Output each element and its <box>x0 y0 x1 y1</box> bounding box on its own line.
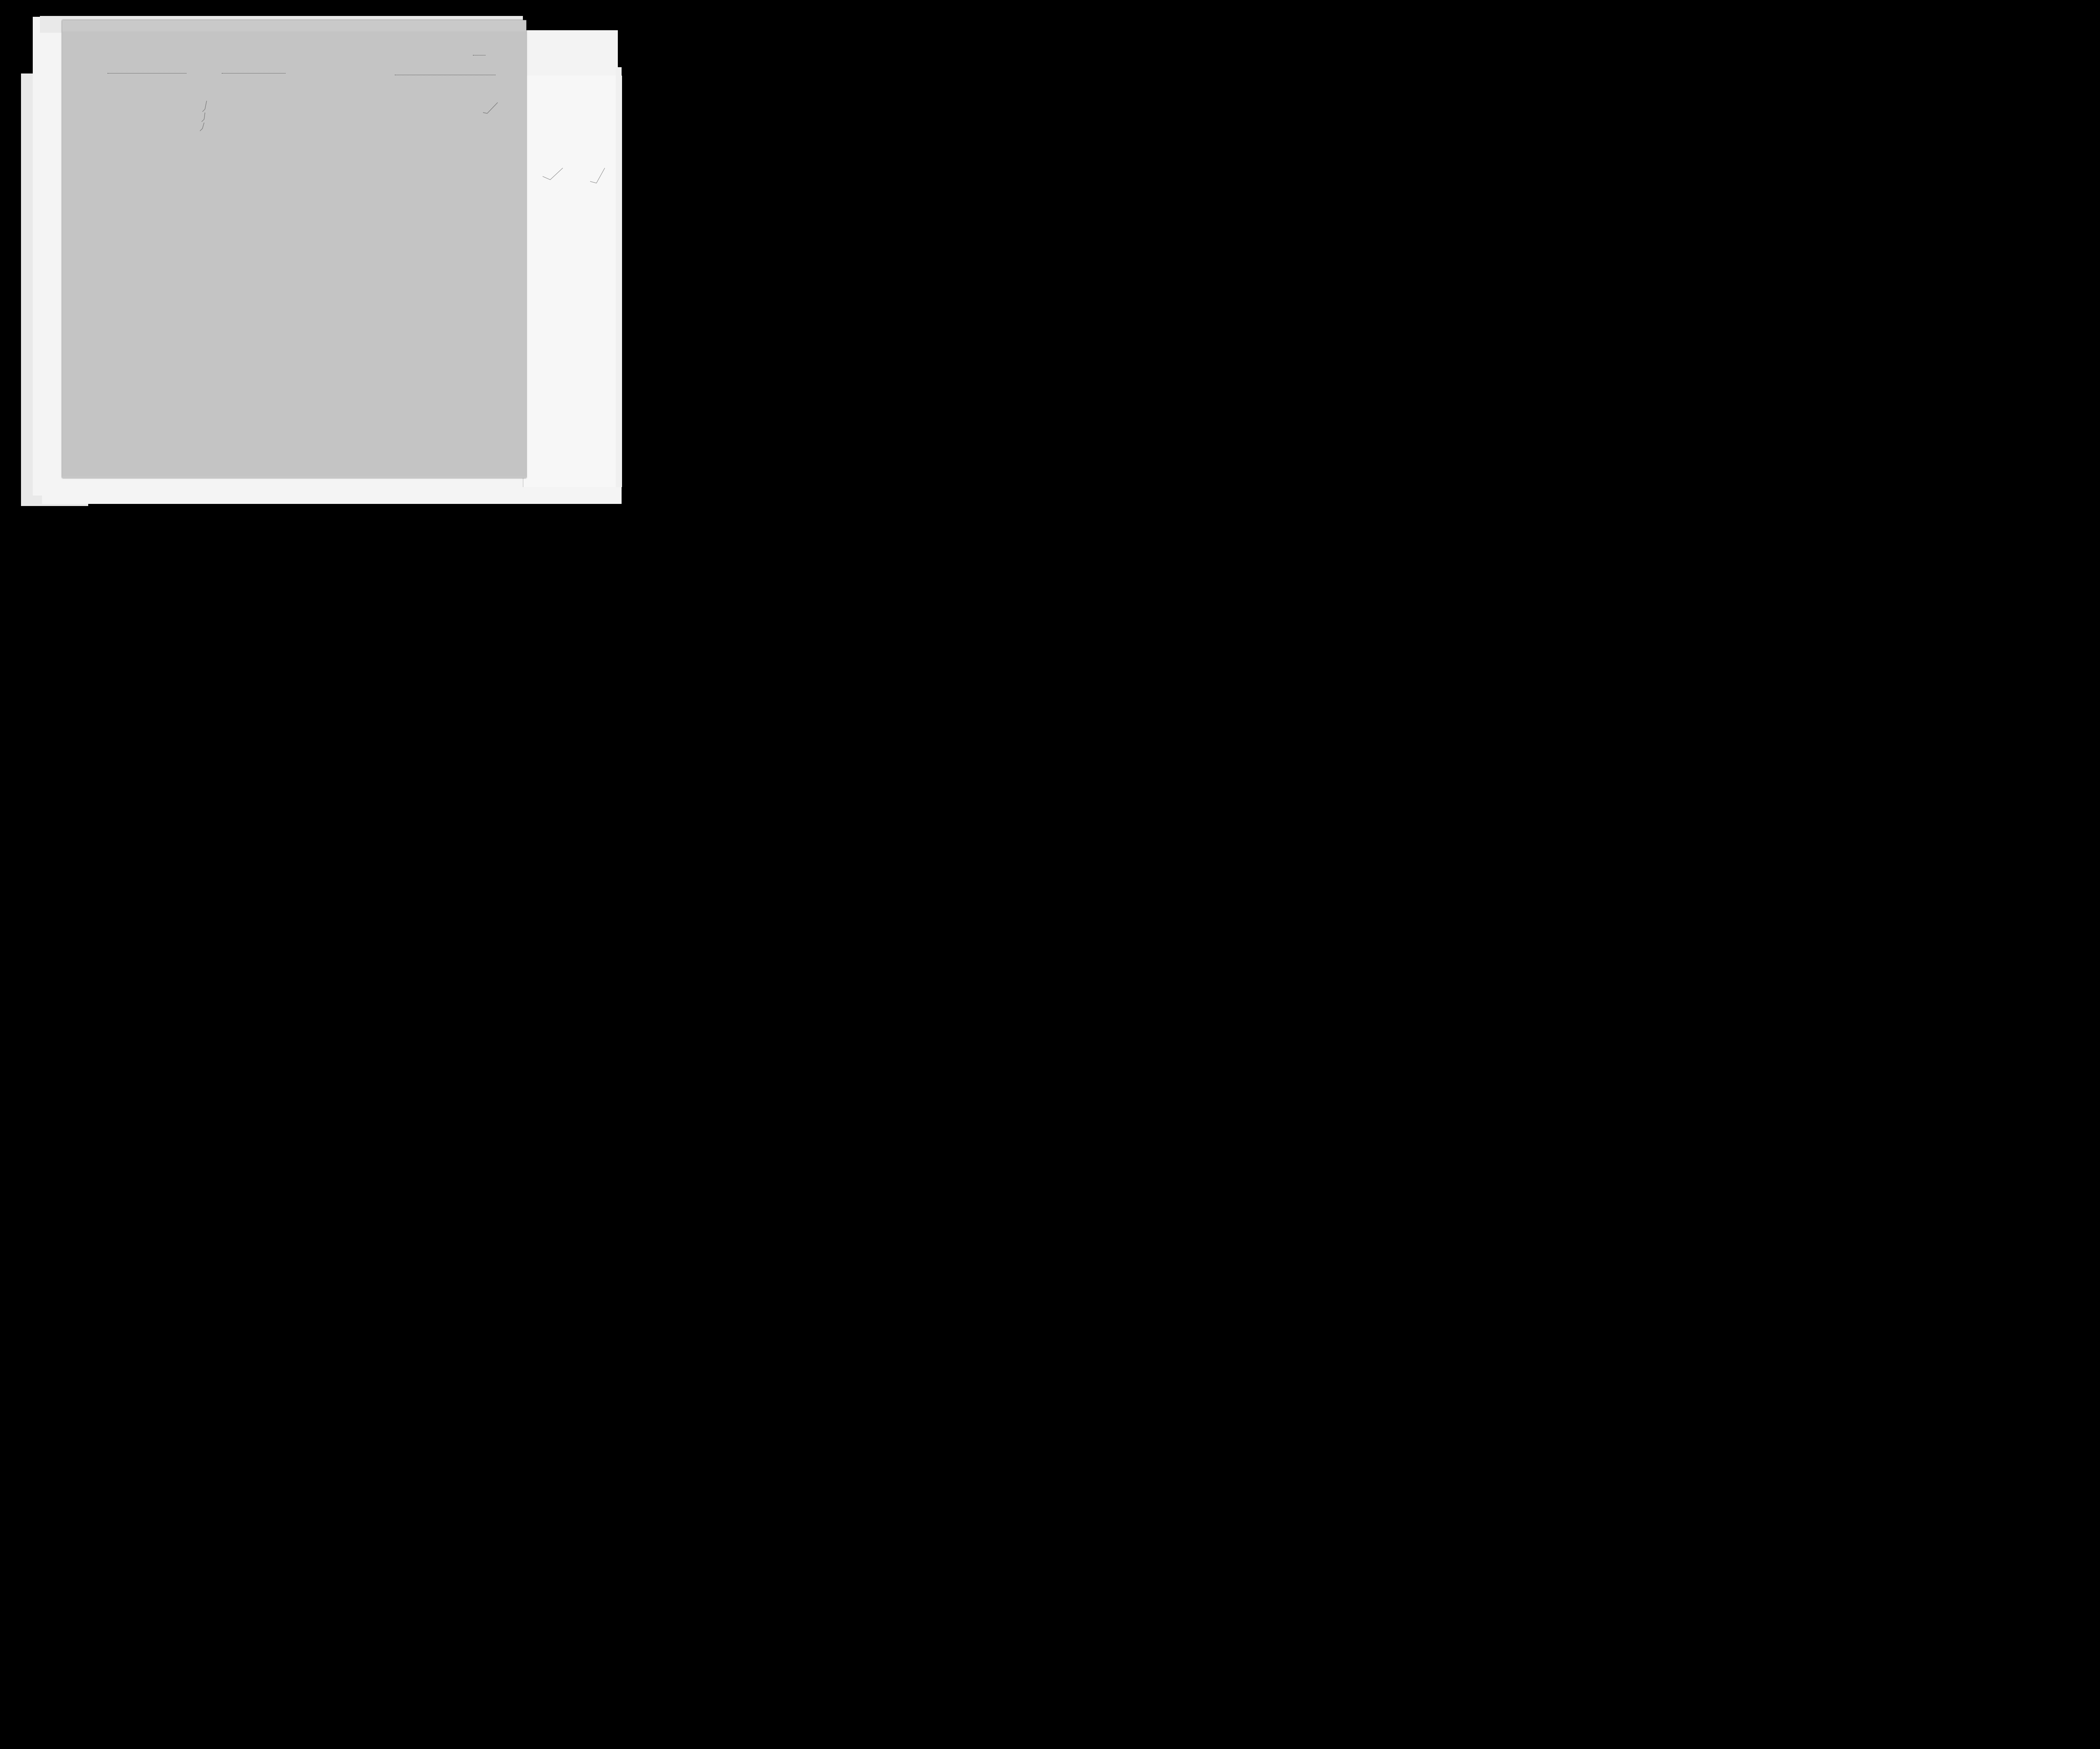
check-mark <box>200 123 204 131</box>
check-mark <box>590 168 605 183</box>
check-mark <box>202 113 205 122</box>
check-mark <box>202 101 207 112</box>
check-marks <box>0 0 659 518</box>
check-mark <box>483 102 498 113</box>
check-mark <box>543 168 563 180</box>
